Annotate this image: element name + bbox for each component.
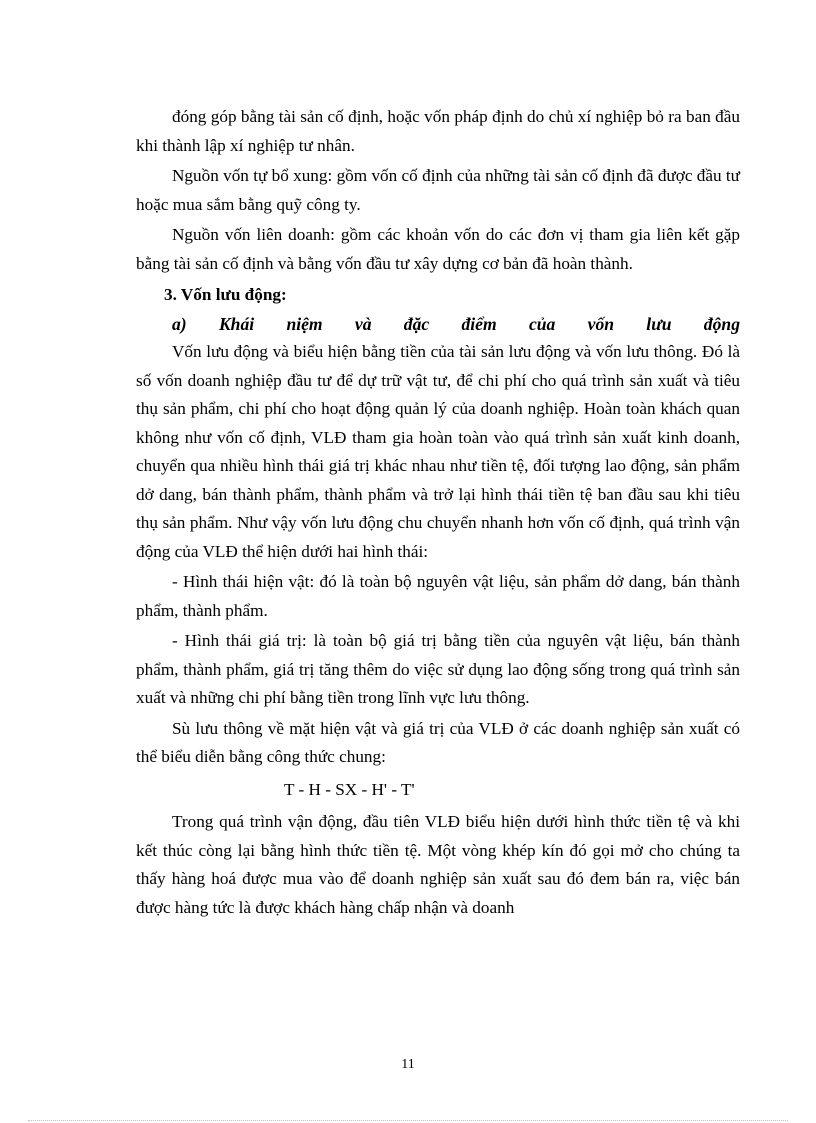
paragraph-joint-venture-capital: Nguồn vốn liên doanh: gồm các khoản vốn do các đơn vị tham gia liên kết gặp bằng tài sản cố định và bằng vốn đầu tư xây dựng cơ bản đã hoàn thành. — [136, 225, 740, 273]
paragraph-self-supplemented-capital: Nguồn vốn tự bổ xung: gồm vốn cố định của những tài sản cố định đã được đầu tư hoặc mua sắm bằng quỹ công ty. — [136, 166, 740, 214]
paragraph-value-form: - Hình thái giá trị: là toàn bộ giá trị bằng tiền của nguyên vật liệu, bán thành phẩm, thành phẩm, giá trị tăng thêm do việc sử dụng lao động sống trong quá trình sản xuất và những chi phí bằng tiền trong lĩnh vực lưu thông. — [136, 631, 740, 707]
paragraph-physical-form: - Hình thái hiện vật: đó là toàn bộ nguyên vật liệu, sản phẩm dở dang, bán thành phẩm, thành phẩm. — [136, 572, 740, 620]
paragraph-closing: Trong quá trình vận động, đầu tiên VLĐ biểu hiện dưới hình thức tiền tệ và khi kết thúc còng lại bằng hình thức tiền tệ. Một vòng khép kín đó gọi mở cho chúng ta thấy hàng hoá được mua vào để doanh nghiệp sản xuất sau đó đem bán ra, việc bán được hàng tức là được khách hàng chấp nhận và doanh — [136, 812, 740, 917]
paragraph-working-capital-definition: Vốn lưu động và biểu hiện bằng tiền của tài sản lưu động và vốn lưu thông. Đó là số vốn doanh nghiệp đầu tư để dự trữ vật tư, để chi phí cho quá trình sản xuất và tiêu thụ sản phẩm, chi phí cho hoạt động quản lý của doanh nghiệp. Hoàn toàn khách quan không như vốn cố định, VLĐ tham gia hoàn toàn vào quá trình sản xuất kinh doanh, chuyển qua nhiều hình thái giá trị khác nhau như tiền tệ, đối tượng lao động, sản phẩm dở dang, bán thành phẩm, thành phẩm và trở lại hình thái tiền tệ ban đầu sau khi tiêu thụ sản phẩm. Như vậy vốn lưu động chu chuyển nhanh hơn vốn cố định, quá trình vận động của VLĐ thể hiện dưới hai hình thái: — [136, 342, 740, 561]
footer-divider — [28, 1120, 788, 1121]
subsection-heading-concept: a) Khái niệm và đặc điểm của vốn lưu động — [172, 313, 740, 334]
formula: T - H - SX - H' - T' — [284, 779, 415, 799]
page-content — [136, 103, 740, 922]
page-number: 11 — [401, 1057, 415, 1072]
section-heading-working-capital: 3. Vốn lưu động: — [164, 285, 287, 304]
paragraph-circulation: Sù lưu thông về mặt hiện vật và giá trị của VLĐ ở các doanh nghiệp sản xuất có thể biểu diễn bằng công thức chung: — [136, 718, 740, 766]
paragraph-continuation: đóng góp bằng tài sản cố định, hoặc vốn pháp định do chủ xí nghiệp bỏ ra ban đầu khi thành lập xí nghiệp tư nhân. — [136, 107, 740, 155]
